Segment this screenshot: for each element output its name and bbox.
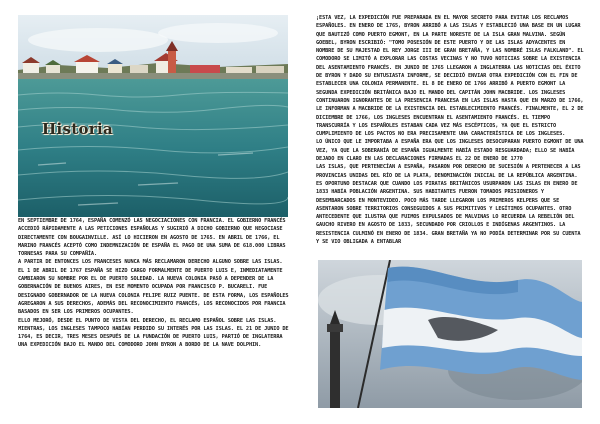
right-column-text: ¡ESTA VEZ, LA EXPEDICIÓN FUE PREPARADA EN EL MAYOR SECRETO PARA EVITAR LOS RECLAMOS ESPAÑOLES. EN ENERO DE 1765, BYRON ARRIBÓ A LAS ISLAS Y ESTABLECIÓ UNA BASE EN UN LUGAR QUE BAUTIZÓ COMO PUERTO EGMONT, EN LA PARTE NORESTE DE LA ISLA GRAN MALVINA. SEGÚN GOEBEL, BYRON ESCRIBIÓ: "TOMO POSESIÓN DE ESTE PUERTO Y DE LAS ISLAS ADYACENTES EN NOMBRE DE SU MAJESTAD EL REY JORGE III DE GRAN BRETAÑA, Y LAS NOMBRÉ ISLAS FALKLAND". EL COMODORO SE LIMITÓ A EXPLORAR LAS COSTAS VECINAS Y NO TUVO NOTICIAS SOBRE LA EXISTENCIA DEL ASENTAMIENTO FRANCÉS. EN JUNIO DE 1765 LLEGARON A INGLATERRA LAS NOTICIAS DEL ÉXITO DE BYRON Y DADO SU ENTUSIASTA INFORME, SE DECIDIÓ ENVIAR OTRA EXPEDICIÓN CON EL FIN DE ESTABLECER UNA COLONIA PERMANENTE. EL 8 DE ENERO DE 1766 ARRIBÓ A PUERTO EGMONT LA SEGUNDA EXPEDICIÓN BRITÁNICA BAJO EL MANDO DEL CAPITÁN JOHN MACBRIDE. LOS INGLESES CONTINUARON IGNORANTES DE LA PRESENCIA FRANCESA EN LAS ISLAS HASTA QUE EN MARZO DE 1766, LE INFORMAN A MACBRIDE DE LA EXISTENCIA DEL ESTABLECIMIENTO FRANCÉS. FINALMENTE, EL 2 DE DICIEMBRE DE 1766, LOS INGLESES ENCUENTRAN EL ASENTAMIENTO FRANCÉS. EL TIEMPO TRANSCURRÍA Y LOS ESPAÑOLES ESTABAN CADA VEZ MÁS ESCÉPTICOS, YA QUE EL ESTRICTO CUMPLIMIENTO DE LOS PACTOS NO ERA PRECISAMENTE UNA CARACTERÍSTICA DE LOS INGLESES. LO ÚNICO QUE LE IMPORTABA A ESPAÑA ERA QUE LOS INGLESES DESOCUPARAN PUERTO EGMONT DE UNA VEZ, YA QUE LA SOBERANÍA DE ESPAÑA IGUALMENTE HABÍA ESTADO RESGUARDADA; ELLO SE HABÍA DEJADO EN CLARO EN LAS DECLARACIONES FIRMADAS EL 22 DE ENERO DE 1770 LAS ISLAS, QUE PERTENECÍAN A ESPAÑA, PASARON POR DERECHO DE SUCESIÓN A PERTENECER A LAS PROVINCIAS UNIDAS DEL RÍO DE LA PLATA, DENOMINACIÓN INICIAL DE LA REPÚBLICA ARGENTINA. ES OPORTUNO DESTACAR QUE CUANDO LOS PIRATAS BRITÁNICOS USURPARON LAS ISLAS EN ENERO DE 1833 HABÍA POBLACIÓN ARGENTINA. SUS HABITANTES FUERON TOMADOS PRISIONEROS Y DESEMBARCADOS EN MONTEVIDEO. POCO MÁS TARDE LLEGARON LOS PRIMEROS KELPERS QUE SE ASENTARON SOBRE TERRITORIOS CONSEGUIDOS A SUS PRIMITIVOS Y LEGÍTIMOS OCUPANTES. OTRO ANTECEDENTE QUE ILUSTRA QUE FUIMOS EXPULSADOS DE MALVINAS LO RECUERDA LA REBELIÓN DEL GAUCHO RIVERO EN AGOSTO DE 1833, SECUNDADO POR CRIOLLOS E INDÍGENAS ARGENTINOS. LA RESISTENCIA CULMINÓ EN ENERO DE 1834. GRAN BRETAÑA YA NO PODÍA DETERMINAR POR SU CUENTA Y SE VIO OBLIGADA A ENTABLAR [316,15,584,246]
flag-photo [318,260,582,408]
harbor-photo [18,15,288,217]
section-heading: Historia [42,120,113,138]
left-column-text: EN SEPTIEMBRE DE 1764, ESPAÑA COMENZÓ LAS NEGOCIACIONES CON FRANCIA. EL GOBIERNO FRANCÉS ACCEDIÓ RÁPIDAMENTE A LAS PETICIONES ESPAÑOLAS Y SUGIRIÓ A DICHO GOBIERNO QUE NEGOCIASE DIRECTAMENTE CON BOUGAINVILLE. ASÍ LO HICIERON EN AGOSTO DE 1765. EN ABRIL DE 1766, EL MARINO FRANCÉS ACEPTÓ COMO INDEMNIZACIÓN DE ESPAÑA EL PAGO DE UNA SUMA DE 618.000 LIBRAS TORNESAS PARA SU COMPAÑÍA. A PARTIR DE ENTONCES LOS FRANCESES NUNCA MÁS RECLAMARON DERECHO ALGUNO SOBRE LAS ISLAS. EL 1 DE ABRIL DE 1767 ESPAÑA SE HIZO CARGO FORMALMENTE DE PUERTO LUIS E, INMEDIATAMENTE CAMBIARON SU NOMBRE POR EL DE PUERTO SOLEDAD. LA NUEVA COLONIA PASÓ A DEPENDER DE LA GOBERNACIÓN DE BUENOS AIRES, EN ESE MOMENTO OCUPADA POR FRANCISCO P. BUCARELI. FUE DESIGNADO GOBERNADOR DE LA NUEVA COLONIA FELIPE RUIZ PUENTE. DE ESTA FORMA, LOS ESPAÑOLES AGREGARON A SUS DERECHOS, ADEMÁS DEL RECONOCIMIENTO FRANCÉS, LOS RECONOCIDOS POR FRANCIA BASADOS EN SER LOS PRIMEROS OCUPANTES. ELLO MEJORÓ, DESDE EL PUNTO DE VISTA DEL DERECHO, EL RECLAMO ESPAÑOL SOBRE LAS ISLAS. MIENTRAS, LOS INGLESES TAMPOCO HABÍAN PERDIDO SU INTERÉS POR LAS ISLAS. EL 21 DE JUNIO DE 1764, ES DECIR, TRES MESES DESPUÉS DE LA FUNDACIÓN DE PUERTO LUIS, PARTIÓ DE INGLATERRA UNA EXPEDICIÓN BAJO EL MANDO DEL COMODORO JOHN BYRON A BORDO DE LA NAVE DOLPHIN. [18,218,289,349]
